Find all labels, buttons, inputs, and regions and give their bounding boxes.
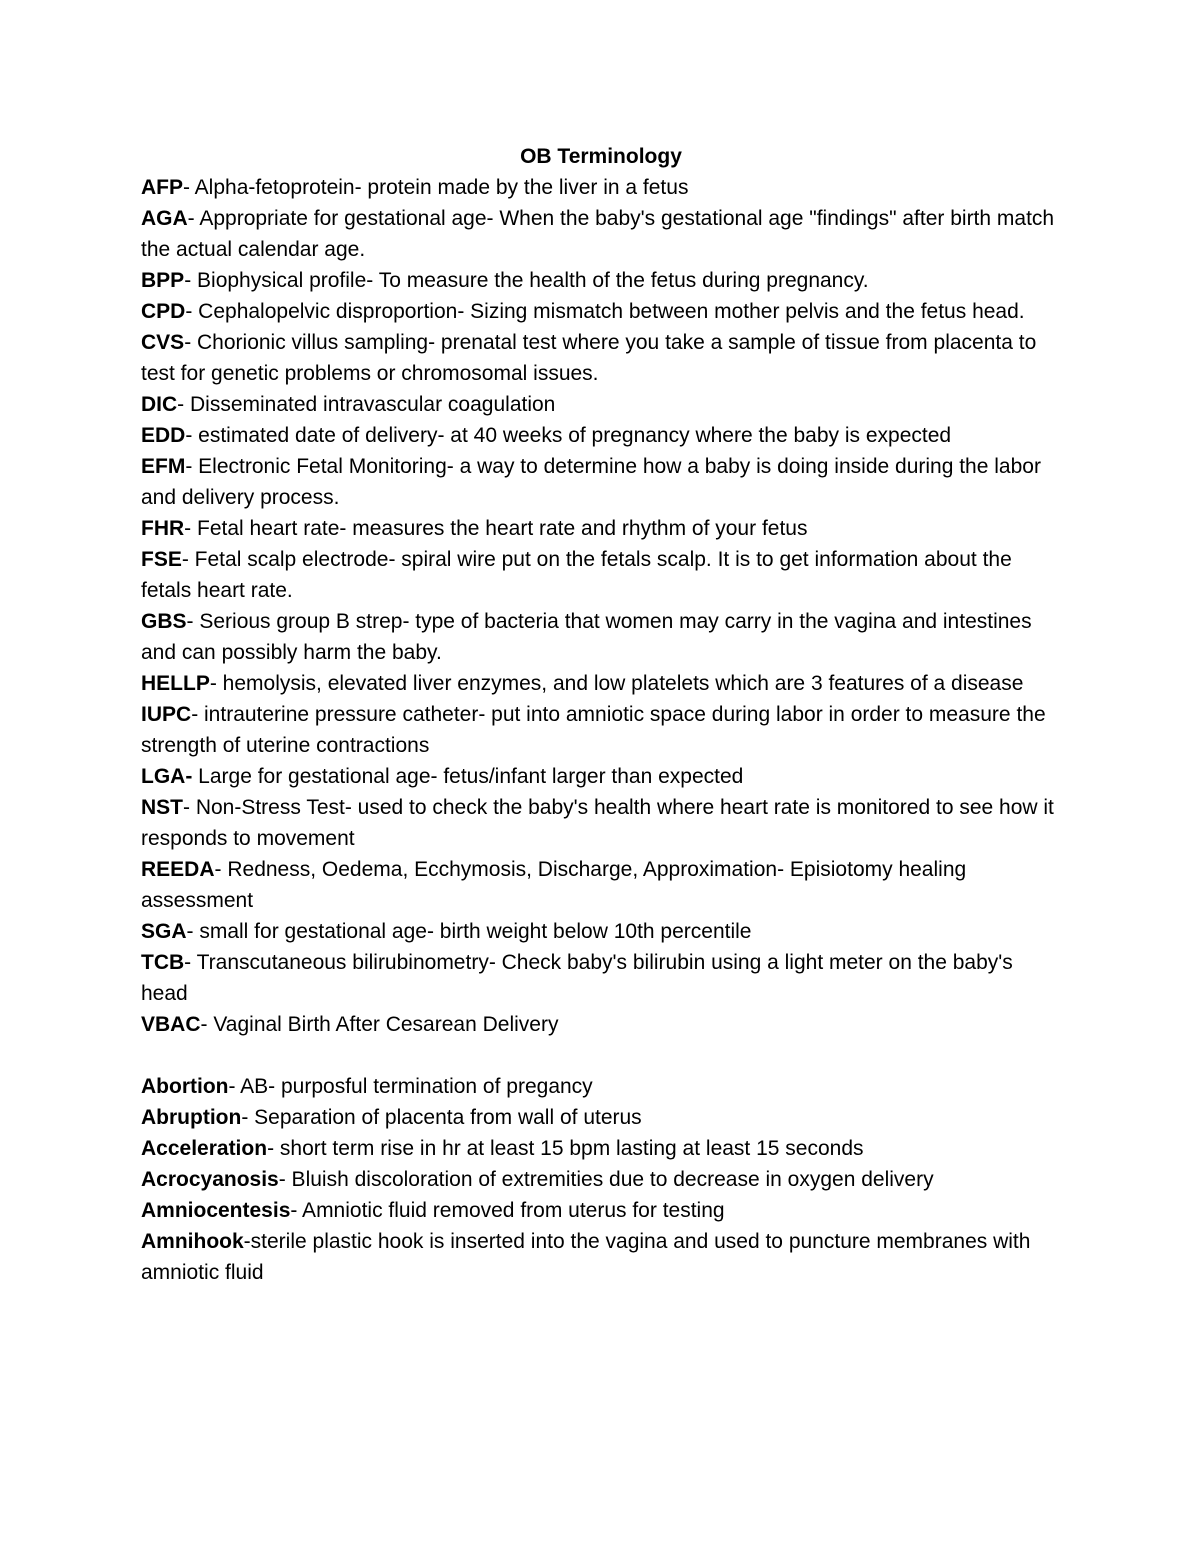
glossary-term: DIC <box>141 393 178 416</box>
abbreviation-list <box>141 172 1061 1040</box>
glossary-entry <box>141 1164 1061 1195</box>
glossary-term: CVS <box>141 331 185 354</box>
glossary-term: AGA <box>141 207 188 230</box>
term-list <box>141 1071 1061 1288</box>
glossary-entry <box>141 420 1061 451</box>
glossary-entry <box>141 1071 1061 1102</box>
glossary-definition: - Fetal heart rate- measures the heart rate and rhythm of your fetus <box>184 517 808 540</box>
glossary-definition: - Chorionic villus sampling- prenatal test where you take a sample of tissue from placenta to test for genetic problems or chromosomal issues. <box>141 331 1037 385</box>
glossary-entry <box>141 668 1061 699</box>
glossary-term: CPD <box>141 300 186 323</box>
glossary-term: Abortion <box>141 1075 229 1098</box>
glossary-definition: - Bluish discoloration of extremities due to decrease in oxygen delivery <box>278 1168 934 1191</box>
glossary-entry <box>141 389 1061 420</box>
glossary-term: BPP <box>141 269 185 292</box>
glossary-entry <box>141 792 1061 854</box>
glossary-term: AFP <box>141 176 183 199</box>
glossary-term: IUPC <box>141 703 192 726</box>
glossary-entry <box>141 1195 1061 1226</box>
glossary-definition: Large for gestational age- fetus/infant larger than expected <box>192 765 744 788</box>
glossary-definition: - Cephalopelvic disproportion- Sizing mismatch between mother pelvis and the fetus head. <box>185 300 1025 323</box>
glossary-entry <box>141 606 1061 668</box>
glossary-entry <box>141 761 1061 792</box>
glossary-definition: - Electronic Fetal Monitoring- a way to determine how a baby is doing inside during the labor and delivery process. <box>141 455 1041 509</box>
glossary-entry <box>141 854 1061 916</box>
glossary-entry <box>141 1102 1061 1133</box>
glossary-term: EDD <box>141 424 186 447</box>
glossary-entry <box>141 1226 1061 1288</box>
glossary-definition: - hemolysis, elevated liver enzymes, and low platelets which are 3 features of a disease <box>209 672 1024 695</box>
glossary-term: Acceleration <box>141 1137 268 1160</box>
glossary-definition: - Appropriate for gestational age- When the baby's gestational age "findings" after birth match the actual calendar age. <box>141 207 1055 261</box>
glossary-term: Acrocyanosis <box>141 1168 279 1191</box>
glossary-term: Amnihook <box>141 1230 244 1253</box>
glossary-term: TCB <box>141 951 185 974</box>
glossary-definition: - small for gestational age- birth weight below 10th percentile <box>186 920 752 943</box>
document-title: OB Terminology <box>520 145 682 168</box>
glossary-term: Abruption <box>141 1106 242 1129</box>
glossary-definition: - Amniotic fluid removed from uterus for testing <box>290 1199 725 1222</box>
glossary-entry <box>141 947 1061 1009</box>
glossary-term: VBAC <box>141 1013 201 1036</box>
glossary-entry <box>141 265 1061 296</box>
glossary-definition: -sterile plastic hook is inserted into the vagina and used to puncture membranes with amniotic fluid <box>141 1230 1031 1284</box>
glossary-entry <box>141 544 1061 606</box>
section-spacer <box>141 1040 1061 1071</box>
glossary-entry <box>141 916 1061 947</box>
glossary-term: REEDA <box>141 858 215 881</box>
glossary-entry <box>141 203 1061 265</box>
glossary-entry <box>141 513 1061 544</box>
glossary-definition: - Redness, Oedema, Ecchymosis, Discharge, Approximation- Episiotomy healing assessment <box>141 858 967 912</box>
glossary-entry <box>141 327 1061 389</box>
glossary-definition: - Non-Stress Test- used to check the baby's health where heart rate is monitored to see how it responds to movement <box>141 796 1054 850</box>
glossary-definition: - Transcutaneous bilirubinometry- Check baby's bilirubin using a light meter on the baby's head <box>141 951 1013 1005</box>
glossary-term: Amniocentesis <box>141 1199 291 1222</box>
glossary-term: HELLP <box>141 672 210 695</box>
glossary-term: FHR <box>141 517 185 540</box>
glossary-definition: - Disseminated intravascular coagulation <box>177 393 556 416</box>
glossary-definition: - Fetal scalp electrode- spiral wire put on the fetals scalp. It is to get information about the fetals heart rate. <box>141 548 1012 602</box>
glossary-entry <box>141 172 1061 203</box>
glossary-definition: - Biophysical profile- To measure the health of the fetus during pregnancy. <box>184 269 869 292</box>
glossary-definition: - Separation of placenta from wall of uterus <box>241 1106 642 1129</box>
glossary-definition: - short term rise in hr at least 15 bpm lasting at least 15 seconds <box>267 1137 864 1160</box>
glossary-entry <box>141 296 1061 327</box>
glossary-definition: - Alpha-fetoprotein- protein made by the liver in a fetus <box>183 176 689 199</box>
glossary-definition: - estimated date of delivery- at 40 weeks of pregnancy where the baby is expected <box>185 424 952 447</box>
glossary-definition: - Vaginal Birth After Cesarean Delivery <box>200 1013 559 1036</box>
glossary-term: EFM <box>141 455 186 478</box>
glossary-definition: - intrauterine pressure catheter- put into amniotic space during labor in order to measure the strength of uterine contractions <box>141 703 1046 757</box>
glossary-term: LGA- <box>141 765 193 788</box>
glossary-entry <box>141 1009 1061 1040</box>
glossary-entry <box>141 451 1061 513</box>
document-page <box>141 141 1061 1288</box>
glossary-entry <box>141 699 1061 761</box>
glossary-entry <box>141 1133 1061 1164</box>
glossary-definition: - Serious group B strep- type of bacteria that women may carry in the vagina and intestines and can possibly harm the baby. <box>141 610 1032 664</box>
glossary-term: FSE <box>141 548 182 571</box>
glossary-term: GBS <box>141 610 187 633</box>
glossary-term: SGA <box>141 920 187 943</box>
glossary-term: NST <box>141 796 183 819</box>
glossary-definition: - AB- purposful termination of pregancy <box>228 1075 593 1098</box>
